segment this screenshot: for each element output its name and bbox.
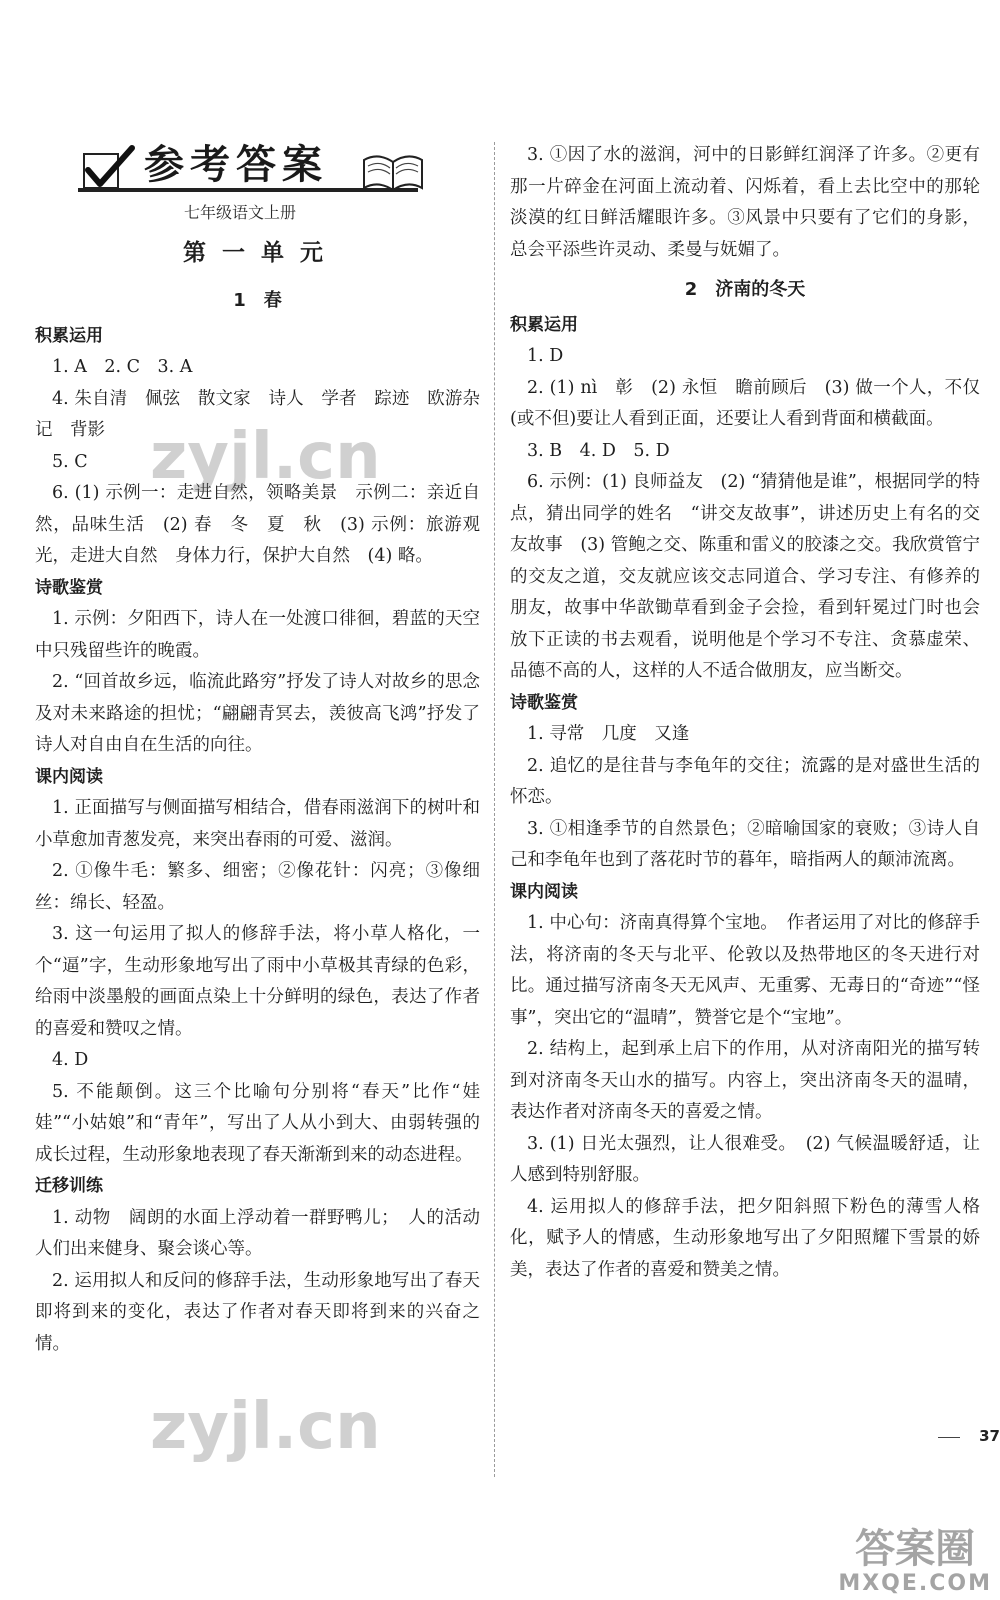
answer-para: 2. 运用拟人和反问的修辞手法，生动形象地写出了春天即将到来的变化，表达了作者对春天即将到来的兴奋之情。	[35, 1270, 480, 1354]
section-heading: 积累运用	[35, 325, 103, 346]
section-heading: 诗歌鉴赏	[35, 577, 103, 598]
answer-para: 1. 示例：夕阳西下，诗人在一处渡口徘徊，碧蓝的天空中只残留些许的晚霞。	[35, 609, 480, 661]
answer-para: 1. A 2. C 3. A	[52, 357, 193, 377]
book-subtitle: 七年级语文上册	[183, 203, 296, 222]
answer-para: 1. 寻常 几度 又逢	[527, 724, 690, 744]
answer-para: 1. 正面描写与侧面描写相结合，借春雨滋润下的树叶和小草愈加青葱发亮，来突出春雨的可爱、滋润。	[35, 798, 480, 850]
site-watermark-title: 答案圈	[855, 1526, 976, 1572]
banner-underline	[78, 188, 418, 192]
answer-para: 2. 追忆的是往昔与李龟年的交往；流露的是对盛世生活的怀恋。	[510, 755, 980, 807]
answer-para: 4. D	[52, 1050, 89, 1070]
answer-para: 4. 朱自清 佩弦 散文家 诗人 学者 踪迹 欧游杂记 背影	[35, 388, 480, 440]
section-heading: 课内阅读	[35, 766, 103, 787]
answer-para: 3. B 4. D 5. D	[527, 440, 670, 461]
column-divider	[494, 142, 495, 1477]
answer-para: 1. 动物 阔朗的水面上浮动着一群野鸭儿； 人的活动 人们出来健身、聚会谈心等。	[35, 1207, 498, 1259]
chapter-title-2: 2 济南的冬天	[684, 279, 806, 300]
answer-banner	[78, 140, 428, 204]
section-heading: 课内阅读	[510, 881, 578, 902]
watermark-text: zyjl.cn	[150, 420, 381, 494]
chapter-title-1: 1 春	[233, 290, 282, 311]
answer-para: 2. “回首故乡远，临流此路穷”抒发了诗人对故乡的思念及对未来路途的担忧；“翩翩青冥去，羡彼高飞鸿”抒发了诗人对自由自在生活的向往。	[35, 672, 480, 755]
answer-para: 1. 中心句：济南真得算个宝地。 作者运用了对比的修辞手法，将济南的冬天与北平、伦敦以及热带地区的冬天进行对比。通过描写济南冬天无风声、无重雾、无毒日的“奇迹”“怪事”，突出它的“温晴”，赞誉它是个“宝地”。	[510, 913, 980, 1028]
right-column	[510, 140, 980, 1286]
unit-title: 第 一 单 元	[182, 240, 328, 266]
site-watermark	[838, 1527, 992, 1596]
answer-para: 6. (1) 示例一：走进自然，领略美景 示例二：亲近自然，品味生活 (2) 春 冬 夏 秋 (3) 示例：旅游观光，走进大自然 身体力行，保护大自然 (4) 略。	[35, 483, 480, 566]
answer-para: 3. ①相逢季节的自然景色；②暗喻国家的衰败；③诗人自己和李龟年也到了落花时节的暮年，暗指两人的颠沛流离。	[510, 818, 980, 870]
answer-para: 2. 结构上，起到承上启下的作用，从对济南阳光的描写转到对济南冬天山水的描写。内容上，突出济南冬天的温晴，表达作者对济南冬天的喜爱之情。	[510, 1039, 980, 1122]
answer-para: 1. D	[527, 346, 564, 366]
section-heading: 诗歌鉴赏	[510, 692, 578, 713]
section-heading: 积累运用	[510, 314, 578, 335]
checkmark-icon	[80, 144, 140, 194]
answer-para: 5. C	[52, 451, 88, 472]
watermark-text: zyjl.cn	[150, 1390, 381, 1464]
section-heading: 迁移训练	[35, 1176, 103, 1196]
answer-para: 2. ①像牛毛：繁多、细密；②像花针：闪亮；③像细丝：绵长、轻盈。	[35, 861, 480, 913]
answer-para: 2. (1) nì 彰 (2) 永恒 瞻前顾后 (3) 做一个人，不仅(或不但)要让人看到正面，还要让人看到背面和横截面。	[510, 377, 980, 429]
site-watermark-url: MXQE.COM	[838, 1571, 992, 1596]
answer-para: 3. ①因了水的滋润，河中的日影鲜红润泽了许多。②更有那一片碎金在河面上流动着、闪烁着，看上去比空中的那轮淡漠的红日鲜活耀眼许多。③风景中只要有了它们的身影，总会平添些许灵动、柔曼与妩媚了。	[510, 145, 980, 260]
page-title: 参考答案	[144, 142, 328, 188]
answer-para: 4. 运用拟人的修辞手法，把夕阳斜照下粉色的薄雪人格化，赋予人的情感，生动形象地写出了夕阳照耀下雪景的娇美，表达了作者的喜爱和赞美之情。	[510, 1196, 980, 1280]
page-number: 37	[979, 1427, 1000, 1445]
page-number-rule	[938, 1437, 960, 1438]
answer-para: 5. 不能颠倒。这三个比喻句分别将“春天”比作“娃娃”“小姑娘”和“青年”，写出了人从小到大、由弱转强的成长过程，生动形象地表现了春天渐渐到来的动态进程。	[35, 1081, 480, 1165]
answer-para: 3. 这一句运用了拟人的修辞手法，将小草人格化，一个“逼”字，生动形象地写出了雨中小草极其青绿的色彩，给雨中淡墨般的画面点染上十分鲜明的绿色，表达了作者的喜爱和赞叹之情。	[35, 924, 480, 1039]
answer-para: 3. (1) 日光太强烈，让人很难受。 (2) 气候温暖舒适，让人感到特别舒服。	[510, 1133, 980, 1185]
answer-para: 6. 示例：(1) 良师益友 (2) “猜猜他是谁”，根据同学的特点，猜出同学的姓名 “讲交友故事”，讲述历史上有名的交友故事 (3) 管鲍之交、陈重和雷义的胶漆之交。我欣赏管宁的交友之道，交友就应该交志同道合、学习专注、有修养的朋友，故事中华歆锄草看到金子会捡，看到轩冕过门时也会放下正读的书去观看，说明他是个学习不专注、贪慕虚荣、品德不高的人，这样的人不适合做朋友，应当断交。	[510, 472, 980, 681]
